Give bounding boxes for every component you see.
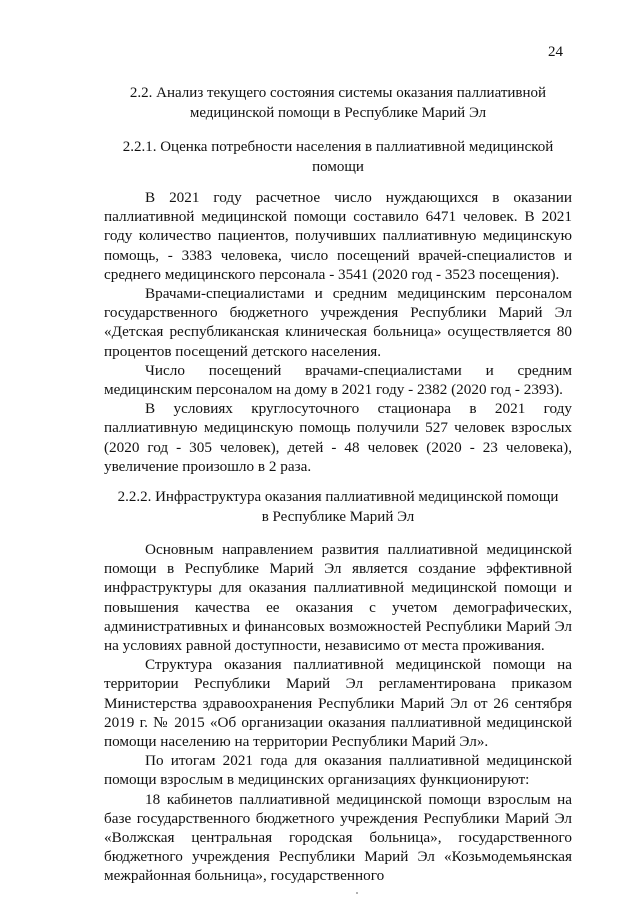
section-2-2-title-line1: 2.2. Анализ текущего состояния системы оказания паллиативной: [129, 85, 547, 101]
paragraph: Число посещений врачами-специалистами и средним медицинским персоналом на дому в 2021 году - 2382 (2020 год - 2393).: [104, 361, 572, 399]
section-2-2-2-heading: [100, 487, 576, 527]
paragraph: Основным направлением развития паллиативной медицинской помощи в Республике Марий Эл является создание эффективной инфраструктуры для оказания паллиативной медицинской помощи и повышения качества ее оказания с учетом демографических, административных и финансовых возможностей Республики Марий Эл на условиях равной доступности, независимо от места проживания.: [104, 541, 572, 655]
section-2-2-1-title-line1: 2.2.1. Оценка потребности населения в паллиативной медицинской: [122, 139, 554, 155]
paragraph: 18 кабинетов паллиативной медицинской помощи взрослым на базе государственного бюджетного учреждения Республики Марий Эл «Волжская центральная городская больница», государственного бюджетного учреждения Республики Марий Эл «Козьмодемьянская межрайонная больница», государственного: [104, 790, 572, 885]
section-2-2-2-body: [104, 540, 572, 886]
paragraph: Врачами-специалистами и средним медицинским персоналом государственного бюджетного учреждения Республики Марий Эл «Детская республиканская клиническая больница» осуществляется 80 процентов посещений детского населения.: [104, 285, 572, 360]
section-2-2-title-line2: медицинской помощи в Республике Марий Эл: [189, 105, 487, 121]
paragraph: В 2021 году расчетное число нуждающихся в оказании паллиативной медицинской помощи составило 6471 человек. В 2021 году количество пациентов, получивших паллиативную медицинскую помощь, - 3383 человека, число посещений врачей-специалистов и среднего медицинского персонала - 3541 (2020 год - 3523 посещения).: [104, 189, 572, 283]
paragraph: По итогам 2021 года для оказания паллиативной медицинской помощи взрослым в медицинских организациях функционируют:: [104, 752, 572, 789]
paragraph: В условиях круглосуточного стационара в 2021 году паллиативную медицинскую помощь получили 527 человек взрослых (2020 год - 305 человек), детей - 48 человек (2020 - 23 человека), увеличение произошло в 2 раза.: [104, 400, 572, 475]
scan-dot: [356, 892, 358, 894]
section-2-2-1-body: [104, 188, 572, 476]
section-2-2-1-heading: [100, 137, 576, 177]
section-2-2-heading: [100, 83, 576, 123]
section-2-2-2-title-line1: 2.2.2. Инфраструктура оказания паллиативной медицинской помощи: [117, 489, 559, 505]
section-2-2-1-title-line2: помощи: [312, 159, 364, 175]
section-2-2-2-title-line2: в Республике Марий Эл: [261, 509, 415, 525]
paragraph: Структура оказания паллиативной медицинской помощи на территории Республики Марий Эл регламентирована приказом Министерства здравоохранения Республики Марий Эл от 26 сентября 2019 г. № 2015 «Об организации оказания паллиативной медицинской помощи населению на территории Республики Марий Эл».: [104, 656, 572, 751]
page-number: 24: [548, 44, 563, 60]
